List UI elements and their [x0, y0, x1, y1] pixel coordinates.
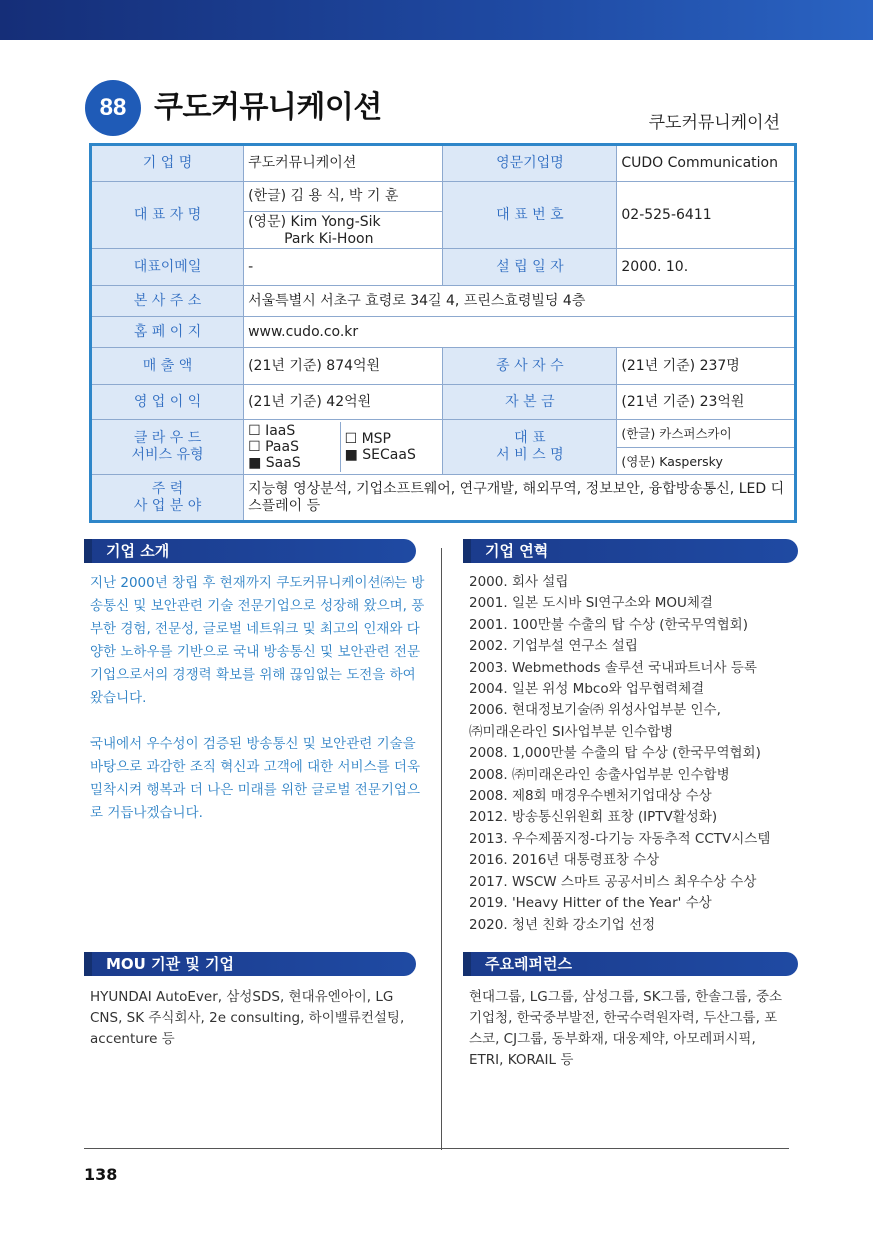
section-header-references: 주요레퍼런스 — [463, 952, 798, 976]
ceo-eng-line2: Park Ki-Hoon — [284, 230, 374, 247]
biz-label-line2: 사 업 분 야 — [133, 497, 202, 514]
service-label-line2: 서 비 스 명 — [496, 447, 564, 463]
company-number-badge: 88 — [85, 80, 141, 136]
capital-label: 자 본 금 — [443, 385, 617, 420]
sales-value: (21년 기준) 874억원 — [244, 348, 443, 385]
service-value — [617, 420, 796, 475]
cloud-paas: ☐ PaaS — [248, 439, 299, 455]
name-label: 기 업 명 — [91, 145, 244, 182]
ceo-kor: (한글) 김 용 식, 박 기 훈 — [248, 188, 399, 204]
history-item: 2001. 일본 도시바 SI연구소와 MOU체결 — [469, 595, 713, 612]
page-title: 쿠도커뮤니케이션 — [154, 90, 382, 125]
employees-label: 종 사 자 수 — [443, 348, 617, 385]
ceo-eng-line1: (영문) Kim Yong-Sik — [248, 214, 381, 230]
eng-name-value: CUDO Communication — [617, 145, 796, 182]
cloud-label-line1: 클 라 우 드 — [133, 430, 202, 447]
company-intro — [90, 572, 430, 825]
history-list — [469, 572, 789, 936]
capital-value: (21년 기준) 23억원 — [617, 385, 796, 420]
cloud-msp: ☐ MSP — [344, 431, 392, 447]
cloud-saas: ■ SaaS — [248, 455, 301, 471]
history-item: 2001. 100만불 수출의 탑 수상 (한국무역협회) — [469, 616, 748, 633]
company-info-table — [89, 143, 797, 523]
cloud-label-line2: 서비스 유형 — [131, 447, 204, 463]
cloud-label — [91, 420, 244, 475]
history-item: 2000. 회사 설립 — [469, 574, 569, 590]
email-value: - — [244, 249, 443, 286]
biz-value: 지능형 영상분석, 기업소프트웨어, 연구개발, 해외무역, 정보보안, 융합방송통신, LED 디스플레이 등 — [244, 475, 796, 522]
history-item: 2013. 우수제품지정-다기능 자동추적 CCTV시스템 — [469, 830, 771, 847]
cloud-types — [244, 420, 443, 475]
cloud-secaas: ■ SECaaS — [344, 447, 416, 463]
history-item: 2004. 일본 위성 Mbco와 업무협력체결 — [469, 681, 705, 698]
history-item: 2002. 기업부설 연구소 설립 — [469, 638, 638, 655]
profit-label: 영 업 이 익 — [91, 385, 244, 420]
cloud-iaas: ☐ IaaS — [248, 423, 296, 439]
address-label: 본 사 주 소 — [91, 286, 244, 317]
service-eng: (영문) Kaspersky — [617, 447, 794, 474]
intro-paragraph-2: 국내에서 우수성이 검증된 방송통신 및 보안관련 기술을 바탕으로 과감한 조직 혁신과 고객에 대한 서비스를 더욱 밀착시켜 행복과 더 나은 미래를 위한 글로벌 전문기업으로 거듭나겠습니다. — [90, 736, 420, 821]
homepage-label: 홈 페 이 지 — [91, 317, 244, 348]
service-kor: (한글) 카스퍼스카이 — [621, 426, 732, 441]
history-item: 2016. 2016년 대통령표창 수상 — [469, 852, 660, 869]
founded-value: 2000. 10. — [617, 249, 796, 286]
founded-label: 설 립 일 자 — [443, 249, 617, 286]
page-number: 138 — [84, 1165, 118, 1184]
biz-label-line1: 주 력 — [151, 480, 184, 497]
history-item: ㈜미래온라인 SI사업부분 인수합병 — [469, 723, 674, 740]
service-label — [443, 420, 617, 475]
address-value: 서울특별시 서초구 효령로 34길 4, 프린스효령빌딩 4층 — [244, 286, 796, 317]
history-item: 2008. ㈜미래온라인 송출사업부분 인수합병 — [469, 766, 730, 783]
sales-label: 매 출 액 — [91, 348, 244, 385]
footer-divider — [84, 1148, 789, 1149]
name-value: 쿠도커뮤니케이션 — [244, 145, 443, 182]
history-item: 2019. 'Heavy Hitter of the Year' 수상 — [469, 895, 712, 912]
email-label: 대표이메일 — [91, 249, 244, 286]
phone-value: 02-525-6411 — [617, 182, 796, 249]
employees-value: (21년 기준) 237명 — [617, 348, 796, 385]
history-item: 2017. WSCW 스마트 공공서비스 최우수상 수상 — [469, 873, 757, 890]
history-item: 2008. 제8회 매경우수벤처기업대상 수상 — [469, 788, 712, 805]
ceo-label: 대 표 자 명 — [91, 182, 244, 249]
history-item: 2006. 현대정보기술㈜ 위성사업부분 인수, — [469, 702, 721, 719]
mou-partners: HYUNDAI AutoEver, 삼성SDS, 현대유엔아이, LG CNS, SK 주식회사, 2e consulting, 하이밸류컨설팅, accenture 등 — [90, 989, 405, 1047]
ceo-eng — [244, 211, 442, 248]
column-divider — [441, 548, 442, 1150]
eng-name-label: 영문기업명 — [443, 145, 617, 182]
homepage-value[interactable]: www.cudo.co.kr — [244, 317, 796, 348]
section-header-history: 기업 연혁 — [463, 539, 798, 563]
top-band — [0, 0, 873, 40]
service-label-line1: 대 표 — [514, 430, 546, 447]
company-logo-text: 쿠도커뮤니케이션 — [648, 113, 780, 133]
ceo-value — [244, 182, 443, 249]
history-item: 2020. 청년 친화 강소기업 선정 — [469, 916, 656, 933]
history-item: 2003. Webmethods 솔루션 국내파트너사 등록 — [469, 659, 757, 676]
phone-label: 대 표 번 호 — [443, 182, 617, 249]
section-header-intro: 기업 소개 — [84, 539, 416, 563]
biz-label — [91, 475, 244, 522]
history-item: 2008. 1,000만불 수출의 탑 수상 (한국무역협회) — [469, 745, 761, 762]
section-header-mou: MOU 기관 및 기업 — [84, 952, 416, 976]
intro-paragraph-1: 지난 2000년 창립 후 현재까지 쿠도커뮤니케이션㈜는 방송통신 및 보안관련 기술 전문기업으로 성장해 왔으며, 풍부한 경험, 전문성, 글로벌 네트워크 및 최고의 인재와 다양한 노하우를 기반으로 국내 방송통신 및 보안관련 전문기업으로서의 경쟁력 확보를 위해 끊임없는 도전을 하여 왔습니다. — [90, 575, 425, 706]
profit-value: (21년 기준) 42억원 — [244, 385, 443, 420]
history-item: 2012. 방송통신위원회 표창 (IPTV활성화) — [469, 809, 718, 826]
major-references: 현대그룹, LG그룹, 삼성그룹, SK그룹, 한솔그룹, 중소기업청, 한국중부발전, 한국수력원자력, 두산그룹, 포스코, CJ그룹, 동부화재, 대웅제약, 아모레퍼시픽, ETRI, KORAIL 등 — [469, 989, 783, 1068]
